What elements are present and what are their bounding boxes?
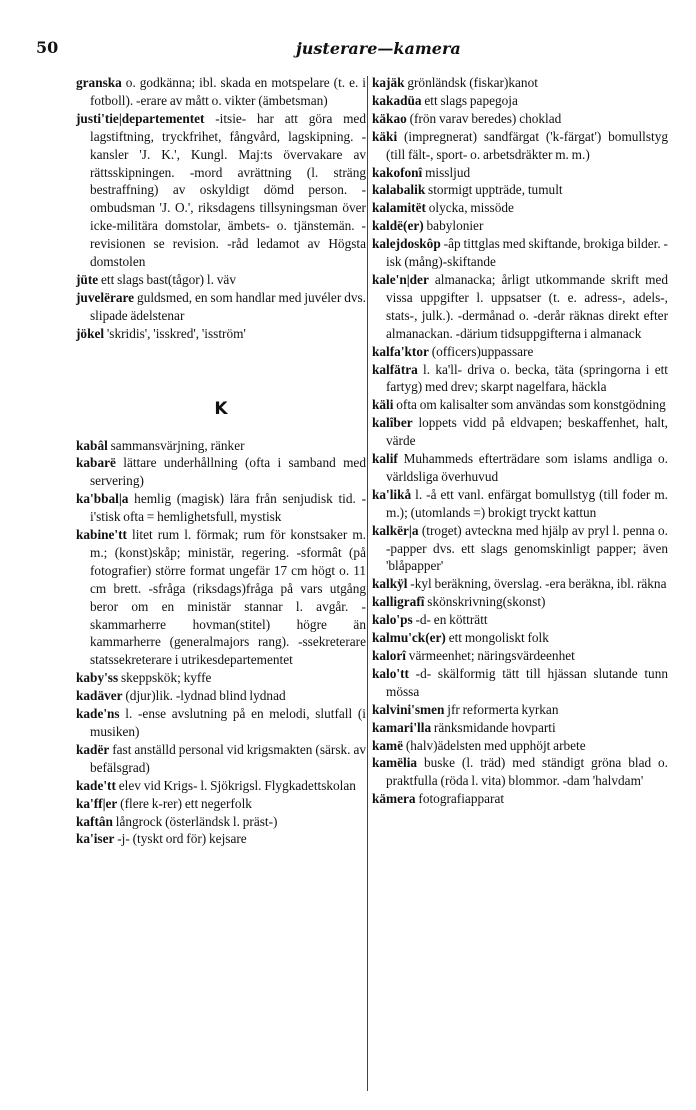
entry-headword: käki [372,128,398,144]
entry-headword: ka'ff|er [76,795,118,811]
entry-definition: jfr reformerta kyrkan [444,701,559,717]
dictionary-entry [76,777,366,795]
entry-definition: almanacka; årligt utkommande skrift med vissa uppgifter l. uppsatser (t. e. adress-, adels-, stats-, julk.). -dermånad o. -derår räknas direkt efter almanackan. -därium tidsuppgifterna i almanack [386,271,668,341]
entry-headword: kabarë [76,455,116,471]
entry-definition: o. godkänna; ibl. skada en motspelare (t. e. i fotboll). -erare av mått o. vikter (ämbetsman) [90,75,366,108]
dictionary-entry [372,629,668,647]
entry-headword: kalkër|a [372,522,419,538]
dictionary-entry [76,830,366,848]
entry-headword: kalfa'ktor [372,343,429,359]
entry-definition: -d- skälformig tätt till hjässan slutande tunn mössa [386,665,668,699]
entry-headword: kalligrafî [372,594,425,610]
entry-definition: stormigt uppträde, tumult [425,182,563,198]
entry-headword: kamëlia [372,755,418,771]
dictionary-entry [76,687,366,705]
dictionary-entry [76,74,366,110]
entry-headword: kabâl [76,437,108,453]
entry-headword: ka'likå [372,486,412,502]
entry-definition: litet rum l. förmak; rum för konstsaker m. m.; (konst)skåp; ministär, regering. -sformât (på fotografier) större format ungefär 17 cm högt o. 11 cm brett. -sfråga (riksdags)fråga på vars utgång beror om en ministär stannar l. avgår. -skammarherre hovman(stitel) högre än kammarherre (generalmajors rang). -ssekreterare statssekreterare i utrikesdepartementet [90,527,366,668]
entry-definition: (flere k-rer) ett negerfolk [117,795,252,811]
dictionary-entry [372,396,668,414]
entry-headword: kale'n|der [372,271,429,287]
entry-headword: kadër [76,741,110,757]
dictionary-entry [372,92,668,110]
entry-definition: -itsie- har att göra med lagstiftning, tryckfrihet, fångvård, lagskipning. -kansler 'J. K.', Kungl. Maj:ts övervakare av rättsskipningen. -mord avrättning (l. sträng bestraffning) av oskyldigt dömd person. -ombudsman 'J. O.', riksdagens tillsyningsman över icke-militära domstolar, ämbets- o. tjänstemän. -revisionen se revision. -råd ledamot av Högsta domstolen [90,110,366,270]
dictionary-entry [372,128,668,164]
dictionary-entry [372,271,668,343]
entry-headword: kaldë(er) [372,218,424,234]
entry-headword: kalvini'smen [372,701,445,717]
dictionary-entry [372,199,668,217]
entry-definition: fast anställd personal vid krigsmakten (särsk. av befälsgrad) [90,741,366,775]
entry-headword: kalmu'ck(er) [372,630,446,646]
dictionary-entry [372,790,668,808]
left-entries-before [76,74,366,343]
dictionary-entry [372,235,668,271]
entry-headword: kalejdoskôp [372,236,441,252]
entry-headword: kalfätra [372,361,418,377]
entry-definition: (impregnerat) sandfärgat ('k-färgat') bomullstyg (till fält-, sport- o. arbetsdräkter m. m.) [386,128,668,162]
entry-definition: babylonier [423,218,484,234]
entry-headword: kade'tt [76,777,116,793]
entry-headword: kabine'tt [76,527,127,543]
dictionary-entry [372,343,668,361]
dictionary-entry [76,271,366,289]
entry-definition: ränksmidande hovparti [431,719,556,735]
entry-headword: kade'ns [76,706,120,722]
entry-definition: -j- (tyskt ord för) kejsare [114,831,247,847]
dictionary-entry [372,593,668,611]
right-entries [372,74,668,808]
entry-definition: ett slags papegoja [421,92,518,108]
dictionary-entry [76,289,366,325]
entry-definition: lättare underhållning (ofta i samband med servering) [90,455,366,489]
dictionary-entry [372,665,668,701]
dictionary-entry [372,74,668,92]
entry-definition: olycka, missöde [425,200,514,216]
entry-definition: missljud [422,164,471,180]
entry-definition: (halv)ädelsten med upphöjt arbete [403,737,586,753]
entry-headword: jökel [76,325,105,341]
entry-definition: skeppskök; kyffe [118,670,212,686]
entry-headword: kaby'ss [76,670,119,686]
dictionary-entry [372,486,668,522]
dictionary-entry [76,669,366,687]
entry-headword: käli [372,397,394,413]
entry-headword: kaftân [76,813,113,829]
dictionary-entry [76,325,366,343]
entry-definition: skönskrivning(skonst) [424,594,546,610]
column-divider [367,76,368,1091]
dictionary-entry [372,110,668,128]
dictionary-entry [372,647,668,665]
dictionary-entry [76,741,366,777]
left-entries-after [76,437,366,849]
dictionary-entry [76,795,366,813]
entry-definition: buske (l. träd) med ständigt gröna blad o. praktfulla (röda l. vita) blommor. -dam 'halvdam' [386,755,668,789]
entry-headword: ka'bbal|a [76,491,129,507]
dictionary-entry [372,217,668,235]
entry-headword: kalabalik [372,182,426,198]
entry-definition: grönländsk (fiskar)kanot [404,75,538,90]
left-column [76,74,366,848]
entry-headword: kalo'ps [372,612,413,628]
dictionary-entry [76,490,366,526]
entry-definition: ofta om kalisalter som användas som konstgödning [393,397,666,413]
dictionary-entry [76,813,366,831]
entry-headword: justi'tie|departementet [76,110,205,126]
entry-definition: (frön varav beredes) choklad [406,110,562,126]
dictionary-entry [76,526,366,669]
entry-headword: kalamitët [372,200,426,216]
page-header [36,38,676,60]
entry-headword: kakofonî [372,164,423,180]
dictionary-entry [372,575,668,593]
entry-headword: juvelërare [76,289,135,305]
entry-definition: ett slags bast(tågor) l. väv [98,271,236,287]
entry-definition: (officers)uppassare [428,343,534,359]
entry-definition: Muhammeds efterträdare som islams andliga o. världsliga överhuvud [386,451,668,484]
dictionary-entry [372,719,668,737]
entry-definition: guldsmed, en som handlar med juvéler dvs. slipade ädelstenar [90,289,366,323]
entry-headword: ka'iser [76,831,115,847]
entry-headword: kakadüa [372,92,422,108]
entry-definition: (djur)lik. -lydnad blind lydnad [122,688,286,704]
entry-definition: 'skridis', 'isskred', 'isström' [104,325,246,341]
page-number: 50 [36,38,59,57]
dictionary-entry [76,454,366,490]
entry-headword: kamë [372,737,404,753]
entry-headword: kalkÿl [372,576,408,592]
right-column [372,74,668,808]
entry-definition: l. ka'll- driva o. becka, täta (springorna i ett fartyg) med drev; skarpt nagelfara, häckla [386,361,668,395]
dictionary-entry [76,705,366,741]
entry-definition: -âp tittglas med skiftande, brokiga bilder. -isk (mång)-skiftande [386,236,668,270]
entry-definition: (troget) avteckna med hjälp av pryl l. penna o. -papper dvs. ett slags genomskinligt papper; även 'blåpapper' [386,522,668,574]
entry-headword: kämera [372,791,416,807]
entry-headword: kadäver [76,688,123,704]
dictionary-entry [372,181,668,199]
dictionary-entry [372,754,668,790]
dictionary-entry [372,611,668,629]
entry-definition: sammansvärjning, ränker [107,437,245,453]
dictionary-entry [76,437,366,455]
entry-definition: elev vid Krigs- l. Sjökrigsl. Flygkadettskolan [115,777,356,793]
entry-definition: värmeenhet; näringsvärdeenhet [405,648,575,663]
entry-definition: -kyl beräkning, överslag. -era beräkna, ibl. räkna [407,576,667,592]
dictionary-entry [372,701,668,719]
dictionary-entry [372,414,668,450]
entry-definition: -d- en kötträtt [412,612,488,628]
dictionary-entry [76,110,366,271]
entry-definition: loppets vidd på eldvapen; beskaffenhet, halt, värde [386,415,668,449]
entry-definition: hemlig (magisk) lära från senjudisk tid. -i'stisk ofta = hemlighetsfull, mystisk [90,491,366,525]
running-head: justerare—kamera [296,39,461,58]
entry-definition: långrock (österländsk l. präst-) [112,813,278,829]
entry-headword: kajäk [372,75,405,90]
entry-definition: l. -å ett vanl. enfärgat bomullstyg (till foder m. m.); (utomlands =) brokigt tryckt kattun [386,486,668,520]
section-letter: K [214,398,228,419]
dictionary-entry [372,737,668,755]
entry-definition: ett mongoliskt folk [445,630,549,646]
dictionary-entry [372,164,668,182]
entry-headword: käkao [372,110,407,126]
entry-headword: granska [76,75,122,90]
entry-definition: fotografiapparat [415,791,505,807]
entry-headword: kalorî [372,648,406,663]
entry-definition: l. -ense avslutning på en melodi, slutfall (i musiken) [90,706,366,739]
dictionary-entry [372,522,668,576]
entry-headword: kamari'lla [372,719,432,735]
entry-headword: kalo'tt [372,665,409,681]
dictionary-entry [372,361,668,397]
entry-headword: jüte [76,271,99,287]
dictionary-entry [372,450,668,486]
entry-headword: kalif [372,451,398,467]
entry-headword: kalîber [372,415,413,431]
